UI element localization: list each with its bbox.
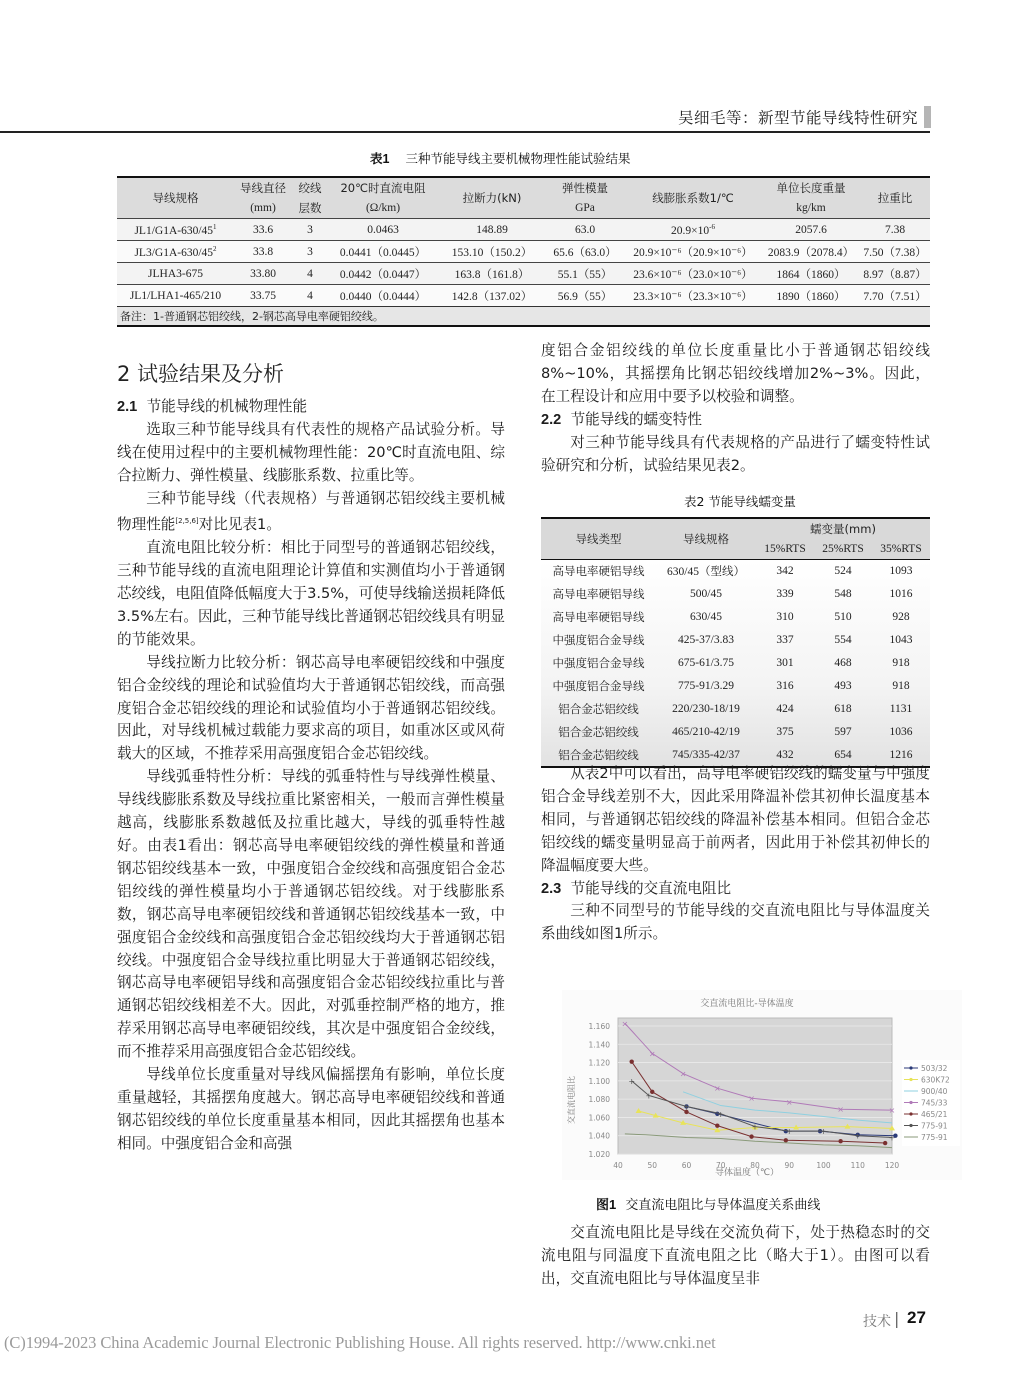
chart-data-point: + [645,1091,653,1101]
t2-cell-35rts: 1016 [889,588,913,600]
t1-cell-diameter: 33.8 [252,245,274,258]
figure1-caption-label: 图1 [596,1197,617,1212]
chart-data-point: + [717,1109,725,1119]
t2-cell-35rts: 1131 [889,703,913,715]
t2-cell-25rts: 654 [834,748,852,761]
table1-caption-label: 表1 [370,152,390,166]
chart-x-tick-label: 120 [884,1161,900,1170]
t2-cell-spec: 630/45（型线） [667,566,745,579]
chart-legend-label: 775-91 [921,1133,948,1142]
t2-cell-type: 铝合金芯铝绞线 [558,725,639,739]
t1-cell-diameter: 33.75 [250,289,276,302]
chart-data-point: + [628,1076,636,1086]
chart-data-point: + [820,1127,827,1137]
t1-unit-resistance: (Ω/km) [365,202,401,214]
t1-cell-weight: 2057.6 [795,223,827,236]
table-row [541,583,930,606]
chart-y-tick-label: 1.160 [588,1022,610,1031]
t2-cell-35rts: 1036 [889,726,913,738]
t1-header-modulus: 弹性模量 [562,181,608,195]
header-rule [0,131,930,133]
chart-y-tick-label: 1.120 [588,1058,610,1068]
t2-cell-spec: 630/45 [690,611,722,623]
paragraph: 交直流电阻比是导线在交流负荷下，处于热稳态时的交流电阻与同温度下直流电阻之比（略大于1）。由图可以看出，交直流电阻比与导体温度呈非 [541,1224,930,1287]
header-accent-bar [924,106,931,128]
t2-cell-type: 铝合金芯铝绞线 [558,702,639,716]
table-row [541,675,930,698]
t1-header-spec: 导线规格 [152,191,199,205]
chart-x-tick-label: 40 [613,1161,623,1170]
t2-cell-35rts: 918 [892,657,910,669]
table2 [541,517,930,768]
chart-legend-marker [909,1101,912,1104]
footer-section-name: 技术 [863,1314,891,1330]
chart-x-tick-label: 90 [784,1161,795,1170]
chart-y-tick-label: 1.040 [588,1131,610,1141]
t1-cell-breaking: 142.8（137.02） [451,290,533,303]
t1-cell-weight: 2083.9（2078.4） [767,246,855,259]
chart-legend-marker [909,1078,912,1081]
t2-cell-25rts: 524 [834,565,852,578]
t2-cell-35rts: 918 [892,680,910,692]
paragraph: 三种不同型号的节能导线的交直流电阻比与导体温度关系曲线如图1所示。 [541,902,930,943]
chart-legend-marker [909,1112,912,1115]
t1-cell-resistance: 0.0463 [367,223,399,236]
chart-data-point: × [621,1019,629,1029]
table-row [541,652,930,675]
t1-cell-ratio: 7.50（7.38） [863,246,927,259]
chart-data-point: + [785,1127,793,1137]
chart-legend-label: 465/21 [921,1110,948,1119]
chart-y-axis-label: 交直流电阻比 [567,1076,576,1124]
t2-cell-15rts: 337 [776,634,794,646]
t1-header-breaking: 拉断力(kN) [462,191,522,205]
table-row [117,263,930,285]
chart-legend-label: 503/32 [921,1064,948,1073]
t2-cell-15rts: 375 [776,726,794,738]
t1-unit-diameter: (mm) [250,202,276,214]
table1-caption [370,149,630,167]
running-title: 吴细毛等：新型节能导线特性研究 [677,109,918,127]
table-row [117,285,930,307]
t2-cell-15rts: 432 [776,748,794,761]
chart-legend-label: 900/40 [921,1087,948,1096]
table1-caption-text: 三种节能导线主要机械物理性能试验结果 [405,151,631,166]
footer-separator: | [894,1309,900,1328]
t2-cell-spec: 500/45 [690,588,722,600]
t1-cell-expansion: 23.3×10⁻⁶（23.3×10⁻⁶） [633,290,753,303]
t2-cell-spec: 425-37/3.83 [678,634,734,646]
t1-cell-spec: $JL3/G1A-630/45^2$ [134,244,217,259]
copyright-notice: (C)1994-2023 China Academic Journal Electronic Publishing House. All rights reserved. http://www.cnki.net [4,1333,716,1352]
subsection-2-1: 2.1 节能导线的机械物理性能 [117,397,308,415]
t1-cell-modulus: 55.1（55） [557,268,613,281]
t2-cell-spec: 775-91/3.29 [678,680,734,692]
t2-cell-25rts: 510 [834,611,852,623]
t1-header-expansion: 线膨胀系数1/℃ [652,191,734,205]
table-row [541,721,930,744]
t1-cell-breaking: 163.8（161.8） [454,268,530,281]
chart-x-tick-label: 100 [816,1161,831,1170]
t1-unit-modulus: GPa [575,202,595,214]
t2-cell-15rts: 342 [776,565,794,578]
paragraph: 从表2中可以看出，高导电率硬铝绞线的蠕变量与中强度铝合金导线差别不大，因此采用降温补偿其初伸长温度基本相同，与普通钢芯铝绞线的降温补偿基本相同。但铝合金芯铝绞线的蠕变量明显高于前两者，因此用于补偿其初伸长的降温幅度要大些。 [541,765,930,874]
t1-cell-ratio: 7.70（7.51） [863,290,927,303]
t1-unit-layers: 层数 [298,201,322,215]
table-row [117,219,930,241]
chart-legend-label: 745/33 [921,1098,948,1108]
chart-data-point: × [713,1084,721,1094]
chart-title: 交直流电阻比-导体温度 [700,999,794,1009]
subsection-2-2: 2.2 节能导线的蠕变特性 [541,410,702,428]
paragraph: 三种节能导线（代表规格）与普通钢芯铝绞线主要机械物理性能[2,5,6]对比见表1。 [117,489,505,534]
chart-data-point [630,1059,634,1063]
t1-cell-modulus: 56.9（55） [557,290,613,303]
chart-data-point: × [748,1094,755,1104]
t2-cell-type: 铝合金芯铝绞线 [558,747,639,762]
table1 [117,176,930,327]
t1-cell-breaking: 148.89 [476,223,508,236]
t1-cell-layers: 4 [307,289,313,302]
chart-x-tick-label: 110 [850,1161,865,1170]
t2-cell-15rts: 316 [776,680,794,692]
t2-cell-15rts: 301 [776,657,794,669]
t1-header-weight: 单位长度重量 [776,181,846,195]
table-row [117,241,930,263]
chart-data-point: + [888,1133,896,1143]
t1-cell-ratio: 8.97（8.87） [863,268,927,281]
paragraph: 导线弧垂特性分析：导线的弧垂特性与导线弹性模量、导线线膨胀系数及导线拉重比紧密相关，一般而言弹性模量越高，线膨胀系数越低及拉重比越大，导线的弧垂特性越好。由表1看出：钢芯高导电率硬铝绞线的弹性模量和普通钢芯铝绞线基本一致，中强度铝合金绞线和高强度铝合金芯铝绞线的弹性模量均小于普通钢芯铝绞线。对于线膨胀系数，钢芯高导电率硬铝绞线和普通钢芯铝绞线基本一致，中强度铝合金绞线和高强度铝合金芯铝绞线均大于普通钢芯铝绞线。中强度铝合金导线拉重比明显大于普通钢芯铝绞线，钢芯高导电率硬铝导线和高强度铝合金芯铝绞线拉重比与普通钢芯铝绞线相差不大。因此，对弧垂控制严格的地方，推荐采用钢芯高导电率硬铝绞线，其次是中强度铝合金绞线，而不推荐采用高强度铝合金芯铝绞线。 [117,768,505,1061]
left-column [117,363,505,1156]
t1-header-resistance: 20℃时直流电阻 [340,181,426,195]
t2-cell-type: 中强度铝合金导线 [552,656,645,670]
chart-data-point [749,1134,753,1138]
t2-cell-25rts: 468 [834,657,852,669]
chart-data-point: × [837,1105,844,1115]
chart-y-tick-label: 1.080 [588,1095,610,1105]
chart-legend-label: 630K72 [921,1075,950,1085]
t2-cell-spec: 465/210-42/19 [672,726,740,738]
t1-cell-layers: 3 [307,223,313,236]
t1-cell-resistance: 0.0440（0.0444） [339,290,427,303]
t1-header-diameter: 导线直径 [240,181,286,195]
t1-cell-expansion: $20.9\times 10^{-6}$ [671,222,715,237]
t2-cell-35rts: 1216 [889,748,913,761]
right-column-middle [541,763,930,946]
chart-data-point [883,1141,887,1145]
t2-cell-15rts: 424 [776,703,794,715]
paragraph: 度铝合金铝绞线的单位长度重量比小于普通钢芯铝绞线8%~10%，其摇摆角比钢芯铝绞线增加2%~3%。因此，在工程设计和应用中要予以校验和调整。 [541,342,930,405]
right-column-bottom [541,1222,930,1291]
t1-cell-spec: JL1/LHA1-465/210 [129,289,222,302]
t2-cell-type: 高导电率硬铝导线 [552,587,645,601]
t2-header-creep: 蠕变量(mm) [810,522,876,536]
subsection-2-3: 2.3 节能导线的交直流电阻比 [541,879,732,897]
t2-cell-25rts: 554 [834,634,852,646]
right-column-top [541,340,930,477]
chart-x-tick-label: 50 [647,1161,658,1170]
chart-data-point: × [785,1097,793,1107]
t1-cell-resistance: 0.0441（0.0445） [339,246,427,259]
chart-data-point [784,1138,788,1142]
t1-cell-diameter: 33.6 [252,223,274,236]
t2-cell-type: 高导电率硬铝导线 [552,610,645,624]
chart-data-point: + [751,1122,759,1132]
chart-data-point: × [679,1069,687,1079]
t2-cell-35rts: 1093 [889,565,913,578]
chart-legend-marker [909,1124,912,1127]
t2-cell-spec: 220/230-18/19 [672,703,740,715]
chart-svg [562,990,962,1180]
chart-legend-marker [909,1066,912,1069]
t2-cell-type: 中强度铝合金导线 [552,679,645,693]
t2-cell-15rts: 310 [776,611,794,623]
t2-cell-25rts: 493 [834,680,852,692]
chart-data-point: × [648,1049,656,1059]
chart-y-tick-label: 1.140 [588,1040,610,1050]
paragraph: 导线单位长度重量对导线风偏摇摆角有影响，单位长度重量越轻，其摇摆角度越大。钢芯高导电率硬铝绞线和普通钢芯铝绞线的单位长度重量基本相同，因此其摇摆角也基本相同。中强度铝合金和高强 [117,1066,505,1152]
t2-header-35rts: 35%RTS [880,543,922,555]
t1-cell-expansion: 23.6×10⁻⁶（23.0×10⁻⁶） [633,268,753,281]
t1-cell-breaking: 153.10（150.2） [451,246,533,259]
chart-y-tick-label: 1.020 [588,1150,610,1159]
paragraph: 导线拉断力比较分析：钢芯高导电率硬铝绞线和中强度铝合金绞线的理论和试验值均大于普通钢芯铝绞线，而高强度铝合金芯铝绞线的理论和试验值均小于普通钢芯铝绞线。因此，对导线机械过载能力要求高的项目，如重冰区或风荷载大的区域，不推荐采用高强度铝合金芯铝绞线。 [117,653,505,763]
t2-header-type: 导线类型 [575,532,622,546]
chart-y-tick-label: 1.100 [588,1076,610,1086]
chart-x-tick-label: 60 [681,1161,692,1170]
chart-data-point [715,1123,719,1127]
chart-data-point: + [683,1102,690,1112]
citation: [2,5,6] [175,517,199,526]
chart-x-axis-label: 导体温度（℃） [714,1168,780,1178]
t1-cell-diameter: 33.80 [250,267,276,280]
t2-cell-15rts: 339 [776,588,794,600]
table2-caption: 表2 节能导线蠕变量 [684,494,796,509]
t2-header-spec: 导线规格 [683,532,729,546]
table-row [541,698,930,721]
paragraph: 对三种节能导线具有代表规格的产品进行了蠕变特性试验研究和分析，试验结果见表2。 [541,433,930,474]
t2-header-15rts: 15%RTS [764,543,806,555]
table-row [541,629,930,652]
chart-plot-area [618,1018,892,1154]
t2-header-25rts: 25%RTS [822,543,864,555]
chart-data-point [838,1139,842,1143]
t1-cell-expansion: 20.9×10⁻⁶（20.9×10⁻⁶） [633,246,753,259]
section-title: 2 试验结果及分析 [117,362,285,386]
t1-header-layers: 绞线 [298,181,322,195]
table-row [541,560,930,583]
t1-cell-spec: $JL1/G1A-630/45^1$ [134,222,217,237]
figure1-caption [596,1194,820,1213]
t1-cell-spec: JLHA3-675 [148,267,203,280]
t1-cell-layers: 4 [307,267,313,280]
t1-cell-modulus: 63.0 [574,223,596,236]
page-number: 27 [907,1308,926,1327]
chart-data-point: × [888,1106,896,1116]
t1-cell-weight: 1864（1860） [776,268,846,281]
t2-cell-type: 中强度铝合金导线 [552,633,645,647]
t2-cell-25rts: 548 [834,588,852,600]
paragraph: 选取三种节能导线具有代表性的规格产品试验分析。导线在使用过程中的主要机械物理性能：20℃时直流电阻、综合拉断力、弹性模量、线膨胀系数、拉重比等。 [117,420,505,484]
chart-legend-label: 775-91 [921,1121,948,1131]
table-row [541,606,930,629]
t2-cell-25rts: 618 [834,703,852,715]
t1-cell-layers: 3 [307,245,313,258]
t2-cell-35rts: 928 [892,611,910,623]
t2-cell-35rts: 1043 [889,634,913,646]
t1-cell-modulus: 65.6（63.0） [553,246,617,259]
t1-cell-resistance: 0.0442（0.0447） [339,268,427,281]
t2-cell-25rts: 597 [834,726,852,738]
t1-unit-weight: kg/km [796,202,826,214]
figure1-caption-text: 交直流电阻比与导体温度关系曲线 [625,1198,821,1213]
t2-cell-type: 高导电率硬铝导线 [552,564,645,579]
t1-cell-weight: 1890（1860） [776,290,846,303]
t1-note: 备注：1-普通钢芯铝绞线，2-钢芯高导电率硬铝绞线。 [120,309,384,323]
t2-cell-spec: 675-61/3.75 [678,657,734,669]
t1-header-ratio: 拉重比 [877,191,913,205]
chart-data-point: + [854,1131,862,1141]
t1-cell-ratio: 7.38 [884,223,906,236]
chart-x-tick-label: 70 [715,1161,726,1170]
chart-x-tick-label: 80 [750,1161,760,1170]
figure1-chart [562,990,962,1180]
chart-y-tick-label: 1.060 [588,1113,610,1123]
t2-cell-spec: 745/335-42/37 [672,748,740,761]
paragraph: 直流电阻比较分析：相比于同型号的普通钢芯铝绞线，三种节能导线的直流电阻理论计算值和实测值均小于普通钢芯绞线，电阻值降低幅度大于3.5%，可使导线输送损耗降低3.5%左右。因此，三种节能导线比普通钢芯铝绞线具有明显的节能效果。 [117,539,505,648]
